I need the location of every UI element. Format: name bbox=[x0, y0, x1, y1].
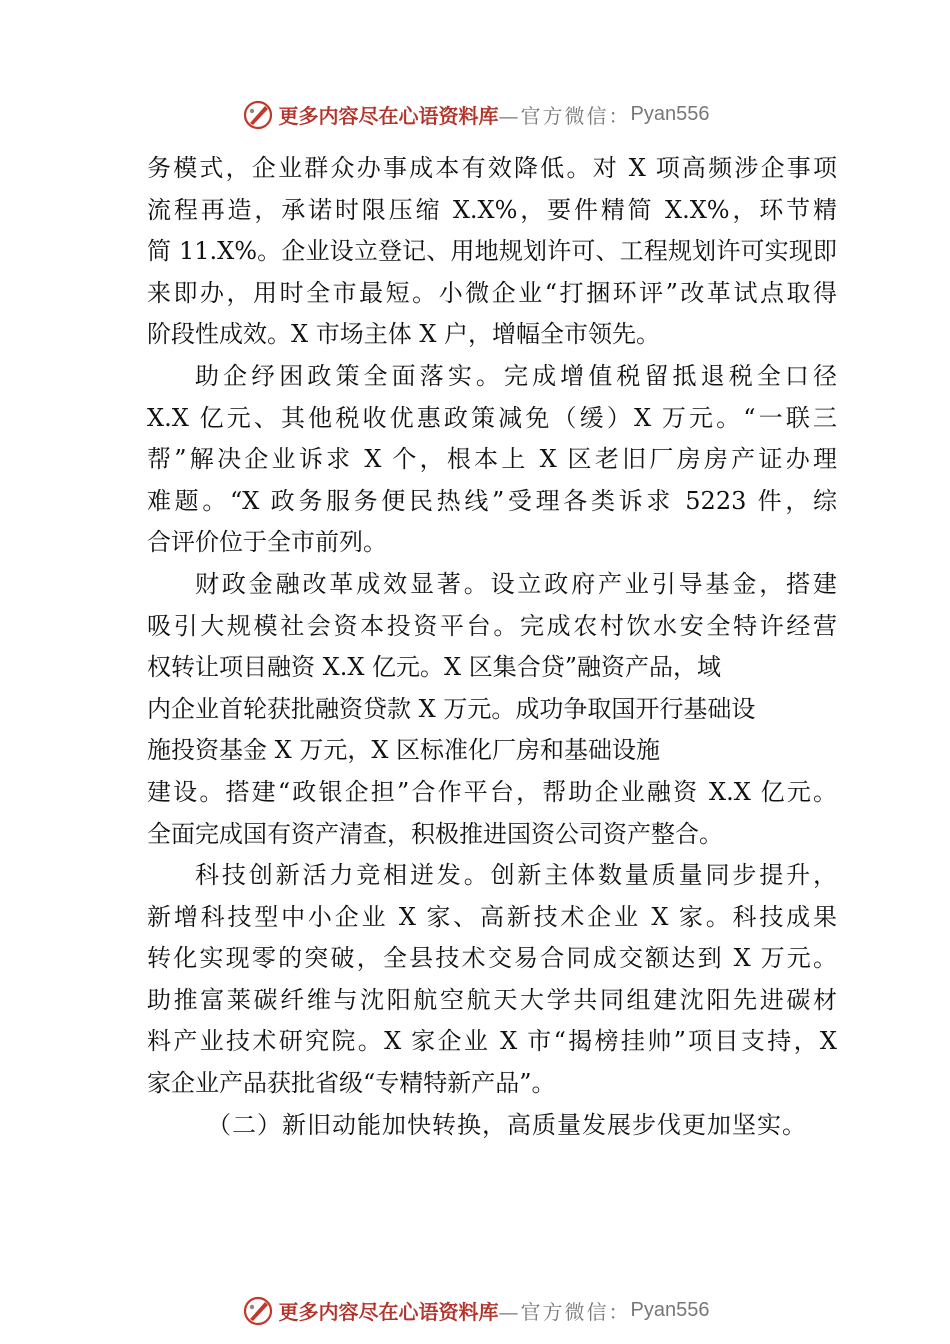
pen-seal-icon bbox=[241, 1293, 275, 1327]
body-line: 建设。搭建“政银企担”合作平台，帮助企业融资 X.X 亿元。 bbox=[147, 777, 837, 806]
watermark-wechat-label: —官方微信： bbox=[498, 103, 631, 128]
paragraph-start-line: 助企纾困政策全面落实。完成增值税留抵退税全口径 bbox=[195, 361, 837, 390]
body-line: X.X 亿元、其他税收优惠政策减免（缓）X 万元。“一联三 bbox=[147, 403, 837, 432]
paragraph-start-line: 科技创新活力竞相迸发。创新主体数量质量同步提升， bbox=[195, 861, 837, 890]
document-body bbox=[147, 148, 837, 1146]
body-line: 内企业首轮获批融资贷款 X 万元。成功争取国开行基础设 bbox=[147, 694, 756, 723]
header-watermark bbox=[0, 94, 950, 134]
section-heading: （二）新旧动能加快转换，高质量发展步伐更加坚实。 bbox=[207, 1110, 807, 1139]
pen-seal-icon bbox=[241, 97, 275, 131]
body-line: 阶段性成效。X 市场主体 X 户，增幅全市领先。 bbox=[147, 320, 661, 349]
body-line: 来即办，用时全市最短。小微企业“打捆环评”改革试点取得 bbox=[147, 278, 837, 307]
watermark-wechat-id: Pyan556 bbox=[630, 1298, 710, 1321]
body-line: 合评价位于全市前列。 bbox=[147, 528, 387, 557]
body-line: 施投资基金 X 万元，X 区标准化厂房和基础设施 bbox=[147, 736, 661, 765]
body-line: 料产业技术研究院。X 家企业 X 市“揭榜挂帅”项目支持，X bbox=[147, 1027, 837, 1056]
body-line: 全面完成国有资产清查，积极推进国资公司资产整合。 bbox=[147, 819, 723, 848]
footer-watermark bbox=[0, 1290, 950, 1330]
body-line: 流程再造，承诺时限压缩 X.X%，要件精简 X.X%，环节精 bbox=[147, 195, 837, 224]
watermark-site-name: 更多内容尽在心语资料库 bbox=[278, 1299, 499, 1324]
body-line: 务模式，企业群众办事成本有效降低。对 X 项高频涉企事项 bbox=[147, 154, 837, 182]
body-line: 吸引大规模社会资本投资平台。完成农村饮水安全特许经营 bbox=[147, 611, 837, 640]
body-line: 家企业产品获批省级“专精特新产品”。 bbox=[147, 1069, 556, 1098]
body-line: 简 11.X%。企业设立登记、用地规划许可、工程规划许可实现即 bbox=[147, 237, 837, 266]
body-line: 权转让项目融资 X.X 亿元。X 区集合贷”融资产品，域 bbox=[147, 653, 722, 682]
body-line: 新增科技型中小企业 X 家、高新技术企业 X 家。科技成果 bbox=[147, 902, 837, 931]
paragraph-start-line: 财政金融改革成效显著。设立政府产业引导基金，搭建 bbox=[195, 569, 837, 598]
watermark-wechat-id: Pyan556 bbox=[630, 102, 710, 125]
body-line: 助推富莱碳纤维与沈阳航空航天大学共同组建沈阳先进碳材 bbox=[147, 985, 837, 1014]
watermark-site-name: 更多内容尽在心语资料库 bbox=[278, 103, 499, 128]
watermark-wechat-label: —官方微信： bbox=[498, 1299, 631, 1324]
body-line: 转化实现零的突破，全县技术交易合同成交额达到 X 万元。 bbox=[147, 944, 837, 973]
body-line: 帮”解决企业诉求 X 个，根本上 X 区老旧厂房房产证办理 bbox=[147, 445, 837, 474]
body-line: 难题。“X 政务服务便民热线”受理各类诉求 5223 件，综 bbox=[147, 486, 837, 515]
